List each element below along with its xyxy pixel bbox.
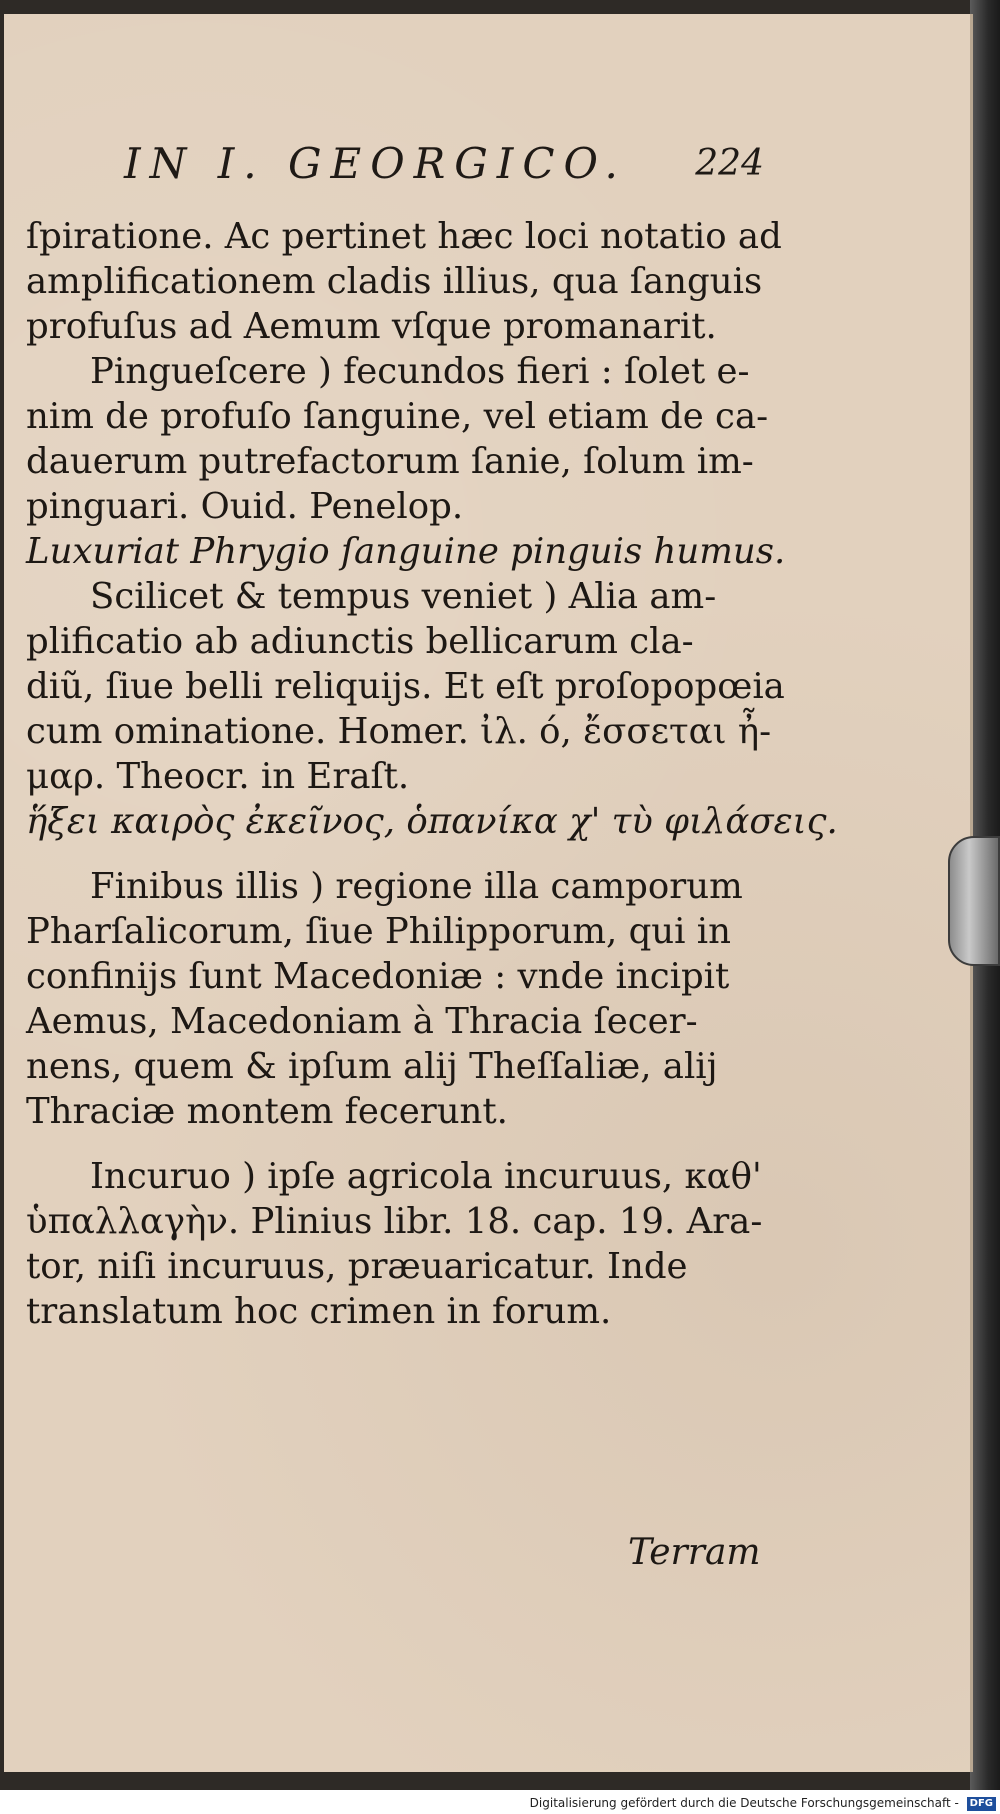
page-header: [124, 139, 764, 199]
text-line: translatum hoc crimen in forum.: [26, 1291, 612, 1332]
commentary-text: [26, 214, 838, 1334]
text-line: Aemus, Macedoniam à Thracia ſecer-: [26, 1001, 698, 1042]
book-page: [4, 14, 973, 1772]
text-line: diũ, ſiue belli reliquijs. Et eſt proſopopœia: [26, 666, 785, 707]
credit-text: Digitalisierung gefördert durch die Deutsche Forschungsgemeinschaft -: [529, 1796, 959, 1810]
text-line: dauerum putrefactorum ſanie, ſolum im-: [26, 441, 754, 482]
text-line: Pharſalicorum, ſiue Philipporum, qui in: [26, 911, 732, 952]
text-line: cum ominatione. Homer. ἰλ. ό, ἔσσεται ἦ-: [26, 711, 772, 752]
text-line: confinijs ſunt Macedoniæ : vnde incipit: [26, 956, 730, 997]
greek-quotation: ἥξει καιρὸς ἐκεῖνος, ὁπανίκα χ' τὺ φιλάσεις.: [26, 801, 838, 842]
dfg-logo: DFG: [967, 1797, 996, 1811]
running-title: IN I. GEORGICO.: [124, 139, 627, 188]
digitization-credit: [0, 1792, 996, 1814]
text-line: pinguari. Ouid. Penelop.: [26, 486, 464, 527]
text-line: nens, quem & ipſum alij Theſſaliæ, alij: [26, 1046, 718, 1087]
lemma-line: Pingueſcere ) fecundos fieri : ſolet e-: [90, 351, 750, 392]
book-clasp: [948, 836, 1000, 966]
lemma-line: Scilicet & tempus veniet ) Alia am-: [90, 576, 717, 617]
text-line: amplificationem cladis illius, qua ſanguis: [26, 261, 763, 302]
text-line: Thraciæ montem fecerunt.: [26, 1091, 508, 1132]
text-line: plificatio ab adiunctis bellicarum cla-: [26, 621, 694, 662]
text-line: profuſus ad Aemum vſque promanarit.: [26, 306, 717, 347]
text-line: nim de profuſo ſanguine, vel etiam de ca-: [26, 396, 769, 437]
text-line: ſpiratione. Ac pertinet hæc loci notatio ad: [26, 216, 782, 257]
text-line: ὑπαλλαγὴν. Plinius libr. 18. cap. 19. Ara-: [26, 1201, 763, 1242]
lemma-line: Incuruo ) ipſe agricola incuruus, καθ': [90, 1156, 762, 1197]
text-line: tor, niſi incuruus, præuaricatur. Inde: [26, 1246, 688, 1287]
lemma-line: Finibus illis ) regione illa camporum: [90, 866, 743, 907]
page-number: 224: [695, 143, 764, 184]
text-line: μαρ. Theocr. in Eraſt.: [26, 756, 410, 797]
verse-quotation: Luxuriat Phrygio ſanguine pinguis humus.: [26, 531, 786, 572]
catchword: Terram: [628, 1532, 761, 1573]
